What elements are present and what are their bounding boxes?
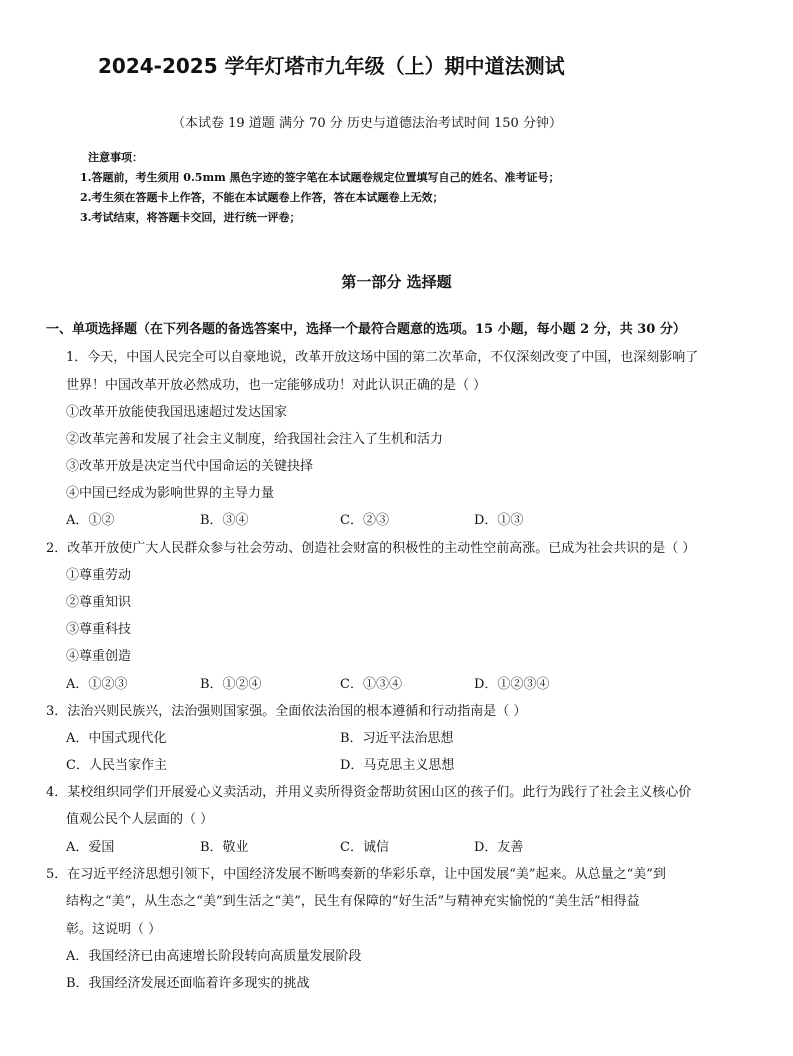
- question-4-option-c[interactable]: C．诚信: [340, 840, 389, 855]
- question-4-option-a[interactable]: A．爱国: [66, 840, 115, 855]
- question-2-stem: 2．改革开放使广大人民群众参与社会劳动、创造社会财富的积极性的主动性空前高涨。已成为社会共识的是（ ）: [46, 541, 696, 556]
- question-2-option-d[interactable]: D．①②③④: [474, 677, 550, 692]
- question-5-option-b[interactable]: B．我国经济发展还面临着许多现实的挑战: [66, 976, 310, 991]
- question-1-stem: 世界！中国改革开放必然成功，也一定能够成功！对此认识正确的是（ ）: [66, 378, 487, 393]
- question-3-option-a[interactable]: A．中国式现代化: [66, 731, 167, 746]
- question-1-option-d[interactable]: D．①③: [474, 513, 524, 528]
- question-5-stem: 5．在习近平经济思想引领下，中国经济发展不断鸣奏新的华彩乐章，让中国发展“美”起来。从总量之“美”到: [46, 867, 666, 882]
- exam-title: 2024-2025 学年灯塔市九年级（上）期中道法测试: [98, 54, 565, 78]
- question-5-stem: 彰。这说明（ ）: [66, 922, 162, 937]
- question-2-item: ④尊重创造: [66, 649, 132, 664]
- exam-subtitle: （本试卷 19 道题 满分 70 分 历史与道德法治考试时间 150 分钟）: [172, 116, 562, 131]
- question-2-option-a[interactable]: A．①②③: [66, 677, 128, 692]
- section-title: 第一部分 选择题: [341, 273, 452, 291]
- question-2-option-c[interactable]: C．①③④: [340, 677, 402, 692]
- question-1-stem: 1．今天，中国人民完全可以自豪地说，改革开放这场中国的第二次革命，不仅深刻改变了中国，也深刻影响了: [66, 350, 699, 365]
- question-5-stem: 结构之“美”，从生态之“美”到生活之“美”，民生有保障的“好生活”与精神充实愉悦的“美生活”相得益: [66, 894, 640, 909]
- question-5-option-a[interactable]: A．我国经济已由高速增长阶段转向高质量发展阶段: [66, 949, 362, 964]
- question-3-option-b[interactable]: B．习近平法治思想: [340, 731, 454, 746]
- question-3-stem: 3．法治兴则民族兴，法治强则国家强。全面依法治国的根本遵循和行动指南是（ ）: [46, 704, 527, 719]
- question-3-option-c[interactable]: C．人民当家作主: [66, 758, 167, 773]
- question-1-item: ③改革开放是决定当代中国命运的关键抉择: [66, 459, 314, 474]
- question-4-option-d[interactable]: D．友善: [474, 840, 524, 855]
- question-1-option-a[interactable]: A．①②: [66, 513, 115, 528]
- question-2-item: ③尊重科技: [66, 622, 132, 637]
- notice-item: 1.答题前，考生须用 0.5mm 黑色字迹的签字笔在本试题卷规定位置填写自己的姓名、准考证号；: [80, 171, 560, 184]
- question-4-stem: 值观公民个人层面的（ ）: [66, 812, 214, 827]
- question-1-option-c[interactable]: C．②③: [340, 513, 389, 528]
- question-3-option-d[interactable]: D．马克思主义思想: [340, 758, 455, 773]
- question-2-item: ②尊重知识: [66, 595, 132, 610]
- question-4-option-b[interactable]: B．敬业: [200, 840, 249, 855]
- question-1-option-b[interactable]: B．③④: [200, 513, 249, 528]
- part-heading: 一、单项选择题（在下列各题的备选答案中，选择一个最符合题意的选项。15 小题，每小题 2 分，共 30 分）: [46, 322, 686, 337]
- notice-block: [80, 148, 560, 228]
- notice-item: 2.考生须在答题卡上作答，不能在本试题卷上作答，答在本试题卷上无效；: [80, 191, 444, 204]
- question-1-item: ②改革完善和发展了社会主义制度，给我国社会注入了生机和活力: [66, 432, 444, 447]
- question-1-item: ①改革开放能使我国迅速超过发达国家: [66, 405, 288, 420]
- notice-heading: 注意事项：: [88, 151, 143, 164]
- question-2-item: ①尊重劳动: [66, 568, 132, 583]
- notice-item: 3.考试结束，将答题卡交回，进行统一评卷；: [80, 211, 301, 224]
- question-2-option-b[interactable]: B．①②④: [200, 677, 262, 692]
- question-4-stem: 4．某校组织同学们开展爱心义卖活动，并用义卖所得资金帮助贫困山区的孩子们。此行为践行了社会主义核心价: [46, 785, 692, 800]
- question-1-item: ④中国已经成为影响世界的主导力量: [66, 486, 275, 501]
